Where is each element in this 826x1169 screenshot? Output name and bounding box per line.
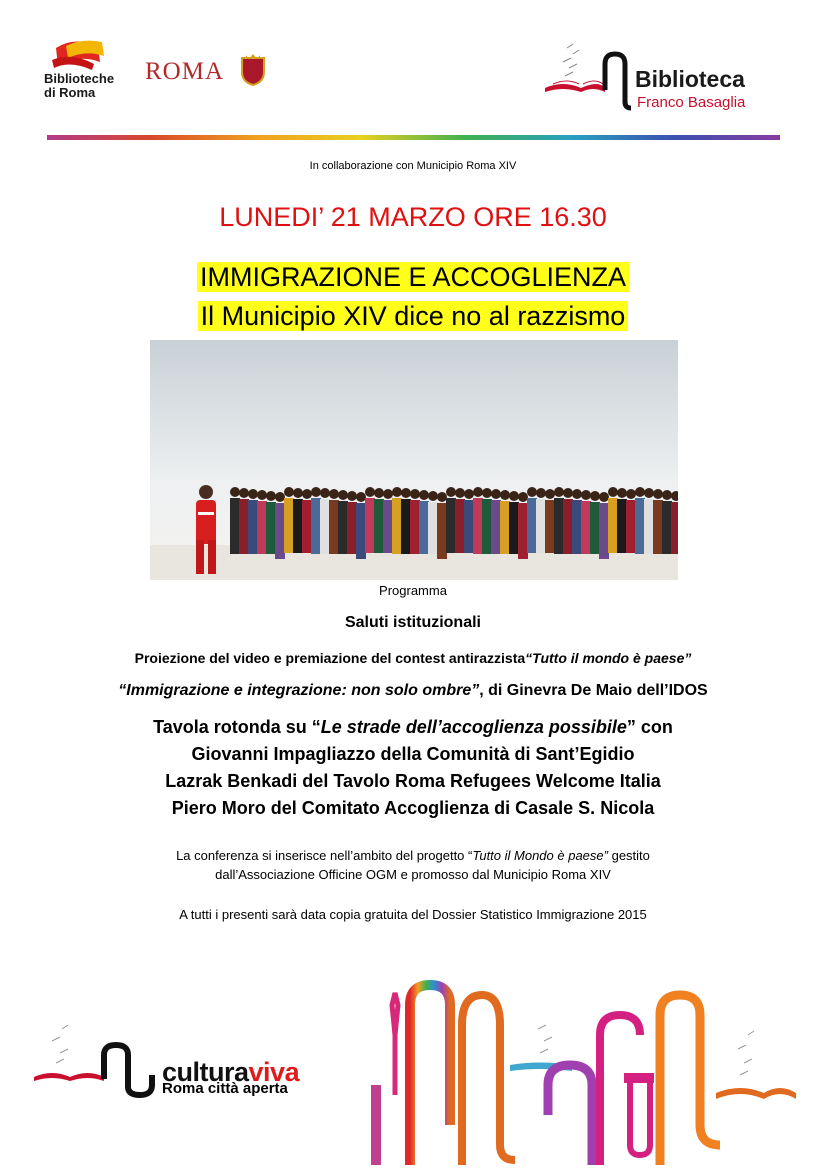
crowd-figure (401, 499, 411, 554)
speaker-2: Lazrak Benkadi del Tavolo Roma Refugees Welcome Italia (165, 771, 661, 791)
crowd-head (284, 487, 294, 497)
crowd-figure (284, 498, 294, 553)
cultura-text: cultura (162, 1057, 249, 1087)
contest-title: “Tutto il mondo è paese” (525, 650, 692, 666)
crowd-figure (617, 499, 627, 553)
book-icon-right (716, 1088, 796, 1099)
crowd-figure (455, 499, 465, 553)
crowd-head (356, 492, 366, 502)
crowd-figure (644, 499, 654, 554)
crowd-figure (356, 503, 366, 559)
immigrazione-title: “Immigrazione e integrazione: non solo ombre” (118, 682, 480, 699)
book-icon-left (34, 1073, 104, 1081)
crowd-figure (446, 498, 456, 553)
event-subtitle-text: Il Municipio XIV dice no al razzismo (198, 301, 629, 331)
conference-line2: dall’Associazione Officine OGM e promosso dal Municipio Roma XIV (215, 867, 611, 882)
tavola-rotonda (0, 714, 826, 822)
conference-line1 (0, 846, 826, 865)
crowd-figure (239, 499, 249, 554)
crowd-figure (464, 500, 474, 553)
crowd-head (347, 491, 357, 501)
crowd-figure (257, 501, 267, 554)
tavola-heading (0, 714, 826, 741)
crowd-head (329, 489, 339, 499)
crowd-head (572, 489, 582, 499)
crowd-figure (311, 498, 321, 554)
crowd-head (635, 487, 645, 497)
crowd-head (563, 488, 573, 498)
crowd-head (554, 487, 564, 497)
crowd-figure (410, 500, 420, 554)
biblioteche-di-roma-logo (40, 38, 225, 108)
speaker-1: Giovanni Impagliazzo della Comunità di Sant’Egidio (191, 744, 635, 764)
crowd-head (320, 488, 330, 498)
event-date: LUNEDI’ 21 MARZO ORE 16.30 (219, 202, 607, 232)
crowd-figure (428, 502, 438, 554)
crowd-figure (581, 501, 591, 554)
rainbow-divider (47, 135, 780, 140)
proiezione-line (0, 650, 826, 666)
crowd-head (455, 488, 465, 498)
saluti-istituzionali: Saluti istituzionali (344, 614, 481, 631)
speaker-3: Piero Moro del Comitato Accoglienza di Casale S. Nicola (171, 798, 655, 818)
crowd-head (662, 490, 672, 500)
crowd-figure (383, 500, 393, 553)
crowd-figure (626, 500, 636, 553)
crowd-head (248, 489, 258, 499)
project-title: Tutto il Mondo è paese” (472, 848, 608, 863)
culturaviva-footer (0, 975, 826, 1169)
crowd-head (482, 488, 492, 498)
crowd-head (545, 489, 555, 499)
crowd-figure (608, 498, 618, 553)
crowd-head (473, 487, 483, 497)
event-subtitle (0, 301, 826, 332)
crowd-figure (635, 498, 645, 554)
crowd-figure (554, 498, 564, 554)
crowd-figure (563, 499, 573, 554)
crowd-figure (365, 498, 375, 553)
crowd-figure (302, 500, 312, 553)
crowd-head (419, 490, 429, 500)
crowd-figure (662, 501, 672, 554)
roma-citta-aperta: Roma città aperta (162, 1080, 288, 1097)
crowd-figure (293, 499, 303, 553)
crowd-figure (275, 503, 285, 559)
crowd-head (257, 490, 267, 500)
programma-label: Programma (379, 583, 447, 598)
crowd-head (302, 489, 312, 499)
crowd-head (536, 488, 546, 498)
roma-crest-icon (240, 54, 266, 86)
crowd-head (509, 491, 519, 501)
crowd-head (653, 489, 663, 499)
open-book-swirl-icon (543, 40, 635, 112)
crowd-figure (473, 498, 483, 554)
crowd-head (293, 488, 303, 498)
crowd-head (599, 492, 609, 502)
tavola-title: Le strade dell’accoglienza possibile (320, 717, 627, 737)
dossier-note: A tutti i presenti sarà data copia gratuita del Dossier Statistico Immigrazione 2015 (179, 907, 647, 922)
immigrazione-author: , di Ginevra De Maio dell’IDOS (479, 682, 708, 699)
crowd-figure (653, 500, 663, 554)
event-title (0, 262, 826, 293)
viva-text: viva (248, 1057, 300, 1087)
crowd-head (437, 492, 447, 502)
crowd-head (518, 492, 528, 502)
collaboration-note: In collaborazione con Municipio Roma XIV (309, 160, 517, 172)
crowd-head (392, 487, 402, 497)
crowd-photo (150, 340, 678, 580)
crowd-figure (572, 500, 582, 554)
crowd-figure (437, 503, 447, 559)
crowd-head (608, 487, 618, 497)
biblioteca-title: Biblioteca (635, 66, 745, 92)
crowd-figure (347, 502, 357, 554)
crowd-figure (536, 499, 546, 553)
crowd-figure (320, 499, 330, 554)
crowd-figure (509, 502, 519, 554)
crowd-figure (266, 502, 276, 554)
crowd-head (590, 491, 600, 501)
crowd-figure (545, 500, 555, 553)
crowd-head (500, 490, 510, 500)
crowd-figure (392, 498, 402, 554)
crowd-figure (500, 501, 510, 554)
crowd-head (230, 487, 240, 497)
roma-wordmark: ROMA (145, 58, 225, 85)
crowd-head (464, 489, 474, 499)
biblioteche-line2: di Roma (44, 85, 96, 100)
crowd-figure (419, 501, 429, 554)
crowd-head (365, 487, 375, 497)
crowd-head (527, 487, 537, 497)
crowd-head (266, 491, 276, 501)
tavola-pre: Tavola rotonda su “ (153, 717, 321, 737)
crowd-head (311, 487, 321, 497)
crowd-head (383, 489, 393, 499)
crowd-head (239, 488, 249, 498)
immigrazione-line (0, 682, 826, 700)
crowd-head (617, 488, 627, 498)
crowd-figure (518, 503, 528, 559)
biblioteche-line1: Biblioteche (44, 71, 115, 86)
crowd-figure (599, 503, 609, 559)
crowd-head (491, 489, 501, 499)
crowd-head (626, 489, 636, 499)
crowd-figure (671, 502, 678, 554)
crowd-figure (590, 502, 600, 554)
crowd-head (410, 489, 420, 499)
crowd-head (374, 488, 384, 498)
event-title-text: IMMIGRAZIONE E ACCOGLIENZA (197, 262, 629, 292)
crowd-head (338, 490, 348, 500)
crowd-image (150, 340, 678, 580)
crowd-figure (329, 500, 339, 554)
crowd-figure (338, 501, 348, 554)
conference-pre: La conferenza si inserisce nell’ambito del progetto “ (176, 848, 473, 863)
crowd-head (644, 488, 654, 498)
crowd-head (446, 487, 456, 497)
crowd-figure (248, 500, 258, 554)
crowd-figure (527, 498, 537, 553)
crowd-figure (230, 498, 240, 554)
proiezione-text: Proiezione del video e premiazione del contest antirazzista (134, 650, 526, 666)
crowd-head (401, 488, 411, 498)
crowd-figure (491, 500, 501, 554)
conference-note (0, 846, 826, 884)
tavola-post: ” con (626, 717, 673, 737)
culturaviva-skyline-graphic (0, 975, 826, 1169)
biblioteca-franco-basaglia-logo (543, 40, 783, 120)
crowd-head (581, 490, 591, 500)
crowd-figure (482, 499, 492, 554)
conference-post: gestito (607, 848, 650, 863)
book-icon (48, 38, 108, 72)
franco-basaglia-subtitle: Franco Basaglia (637, 94, 746, 111)
crowd-figure (374, 499, 384, 553)
crowd-head (275, 492, 285, 502)
crowd-head (428, 491, 438, 501)
